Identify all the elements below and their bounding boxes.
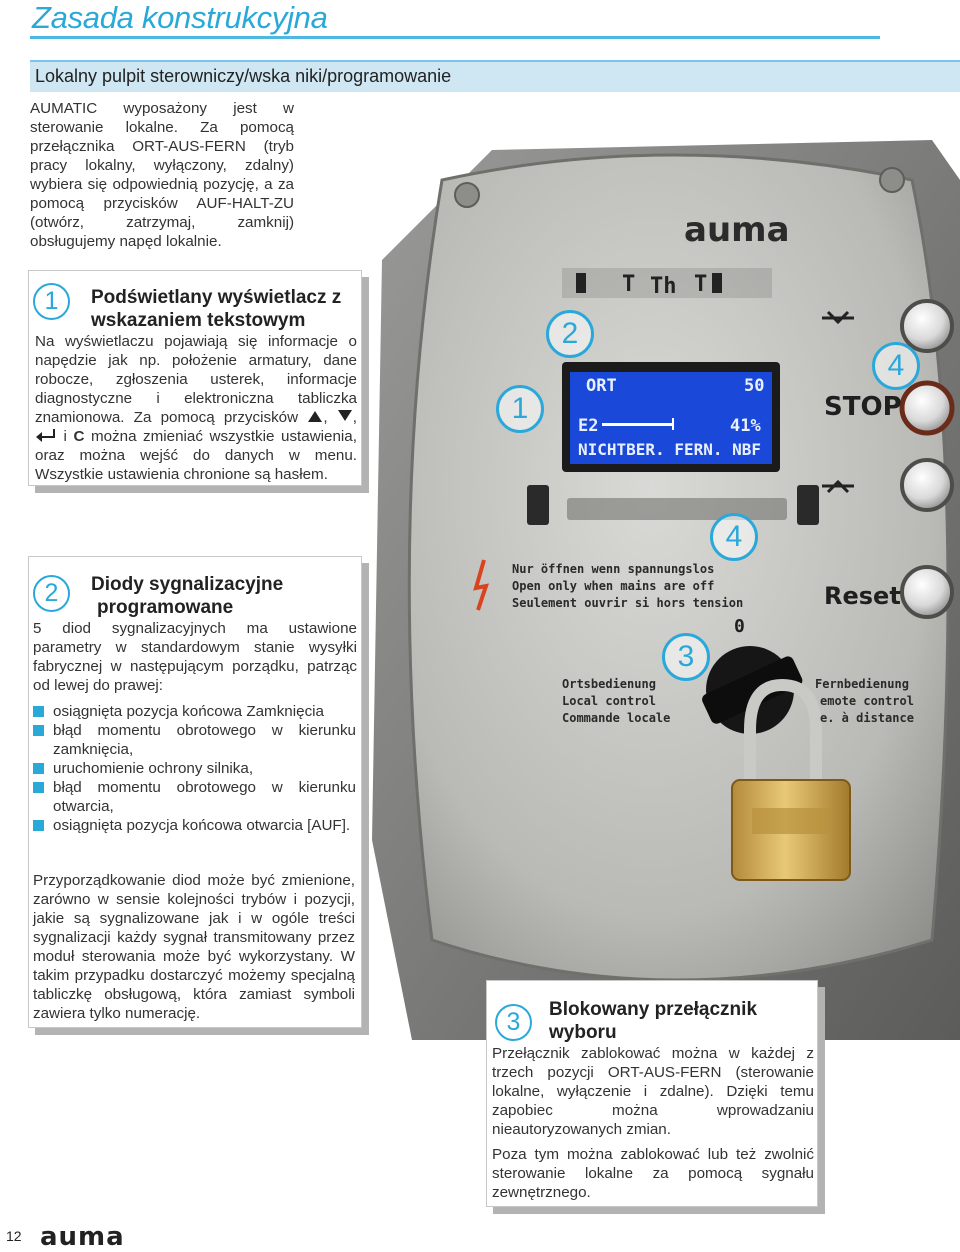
local-de: Ortsbedienung xyxy=(562,677,656,691)
list-item: osiągnięta pozycja końcowa otwarcia [AUF]. xyxy=(32,816,356,835)
section-heading: Lokalny pulpit sterowniczy/wska niki/programowanie xyxy=(35,66,452,86)
box1-sep1: , xyxy=(323,409,328,426)
section-bar xyxy=(30,60,960,92)
callout-1-photo: 1 xyxy=(496,385,544,433)
box3-number: 3 xyxy=(495,1004,532,1041)
callout-box-display xyxy=(28,270,362,486)
box1-title-line1: Podświetlany wyświetlacz z xyxy=(91,287,342,308)
warning-en: Open only when mains are off xyxy=(512,579,715,593)
device-brand: auma xyxy=(684,210,790,250)
list-item: osiągnięta pozycja końcowa Zamknięcia xyxy=(32,702,356,721)
page-title: Zasada konstrukcyjna xyxy=(32,0,328,35)
remote-de: Fernbedienung xyxy=(815,677,909,691)
switch-zero-label: 0 xyxy=(734,616,745,637)
bullet-square-icon xyxy=(33,706,44,717)
list-item: błąd momentu obrotowego w kierunku zamknięcia, xyxy=(32,721,356,759)
box2-title-line1: Diody sygnalizacyjne xyxy=(91,574,284,595)
box1-and: i xyxy=(63,428,67,445)
display-line3: NICHTBER. FERN. NBF xyxy=(578,440,762,459)
display-line1-right: 50 xyxy=(744,376,765,396)
box2-number: 2 xyxy=(33,575,70,612)
page-number: 12 xyxy=(6,1228,22,1244)
stop-label: STOP xyxy=(824,392,902,422)
reset-label: Reset xyxy=(824,582,901,610)
callout-3-photo: 3 xyxy=(662,633,710,681)
box1-body-a: Na wyświetlaczu pojawiają się informacje o napędzie jak np. położenie armatury, dane robocze, zgłoszenia usterek, informacje diagnostyczne i elektroniczna tabliczka znamionowa. Za pomocą przycisków xyxy=(35,333,357,426)
bullet-square-icon xyxy=(33,725,44,736)
callout-2-photo: 2 xyxy=(546,310,594,358)
display-line2-left: E2 xyxy=(578,416,599,436)
local-en: Local control xyxy=(562,694,656,708)
enter-icon xyxy=(35,428,57,442)
list-item: błąd momentu obrotowego w kierunku otwarcia, xyxy=(32,778,356,816)
box1-c-key: C xyxy=(73,428,85,445)
box3-body2: Poza tym można zablokować lub też zwolnić sterowanie lokalne za pomocą sygnału zewnętrznego. xyxy=(492,1146,814,1201)
box1-body xyxy=(35,332,357,484)
box3-title-line1: Blokowany przełącznik xyxy=(549,999,758,1020)
bullet-square-icon xyxy=(33,763,44,774)
local-fr: Commande locale xyxy=(562,711,671,725)
led-list xyxy=(32,702,356,835)
led-label-3: T xyxy=(694,272,708,297)
box2-footer: Przyporządkowanie diod może być zmienione, zarówno w sensie kolejności trybów i pozycji, jakie są sygnalizowane jak i w ogóle treści sygnalizacji każdy sygnał transmitowany przez moduł sterowania może być wykorzystany. W takim przypadku dostarczyć możemy specjalną tabliczkę obsługową, która zamiast symboli zawiera tylko numerację. xyxy=(33,872,355,1022)
warning-de: Nur öffnen wenn spannungslos xyxy=(512,562,715,576)
callout-4a-photo: 4 xyxy=(872,342,920,390)
box2-title-line2: programowane xyxy=(97,597,234,618)
led-label-1: T xyxy=(622,272,636,297)
arrow-up-icon xyxy=(307,409,323,423)
box1-body-b: można zmieniać wszystkie ustawienia, oraz można wejść do danych w menu. Wszystkie ustawienia chronione są hasłem. xyxy=(35,428,357,483)
list-item: uruchomienie ochrony silnika, xyxy=(32,759,356,778)
callout-box-switch xyxy=(486,980,818,1207)
arrow-down-icon xyxy=(337,409,353,423)
remote-en: emote control xyxy=(820,694,914,708)
intro-paragraph: AUMATIC wyposażony jest w sterowanie lokalne. Za pomocą przełącznika ORT-AUS-FERN (tryb pracy lokalny, wyłączony, zdalny) wybiera się odpowiednią pozycję, a za pomocą przycisków AUF-HALT-ZU (otwórz, zatrzymaj, zamknij) obsługujemy napęd lokalnie. xyxy=(30,100,294,250)
callout-4b-photo: 4 xyxy=(710,513,758,561)
title-rule xyxy=(30,36,880,39)
remote-fr: e. à distance xyxy=(820,711,914,725)
bullet-square-icon xyxy=(33,820,44,831)
box1-title-line2: wskazaniem tekstowym xyxy=(91,310,306,331)
box1-sep2: , xyxy=(352,409,357,426)
bullet-square-icon xyxy=(33,782,44,793)
footer-logo: auma xyxy=(40,1222,125,1252)
display-line2-right: 41% xyxy=(730,416,761,436)
box2-body: 5 diod sygnalizacyjnych ma ustawione parametry w standardowym stanie wysyłki fabrycznej w następującym porządku, patrząc od lewej do prawej: xyxy=(33,620,357,694)
box1-number: 1 xyxy=(33,283,70,320)
box3-body: Przełącznik zablokować można w każdej z trzech pozycji ORT-AUS-FERN (sterowanie lokalne, wyłączenie i zdalne). Dzięki temu zapobiec można wprowadzaniu nieautoryzowanych zmian. xyxy=(492,1045,814,1138)
display-line1-left: ORT xyxy=(586,376,617,396)
led-label-2: Th xyxy=(650,274,677,299)
box3-title-line2: wyboru xyxy=(549,1022,617,1043)
warning-fr: Seulement ouvrir si hors tension xyxy=(512,596,744,610)
device-photo xyxy=(372,140,960,1040)
